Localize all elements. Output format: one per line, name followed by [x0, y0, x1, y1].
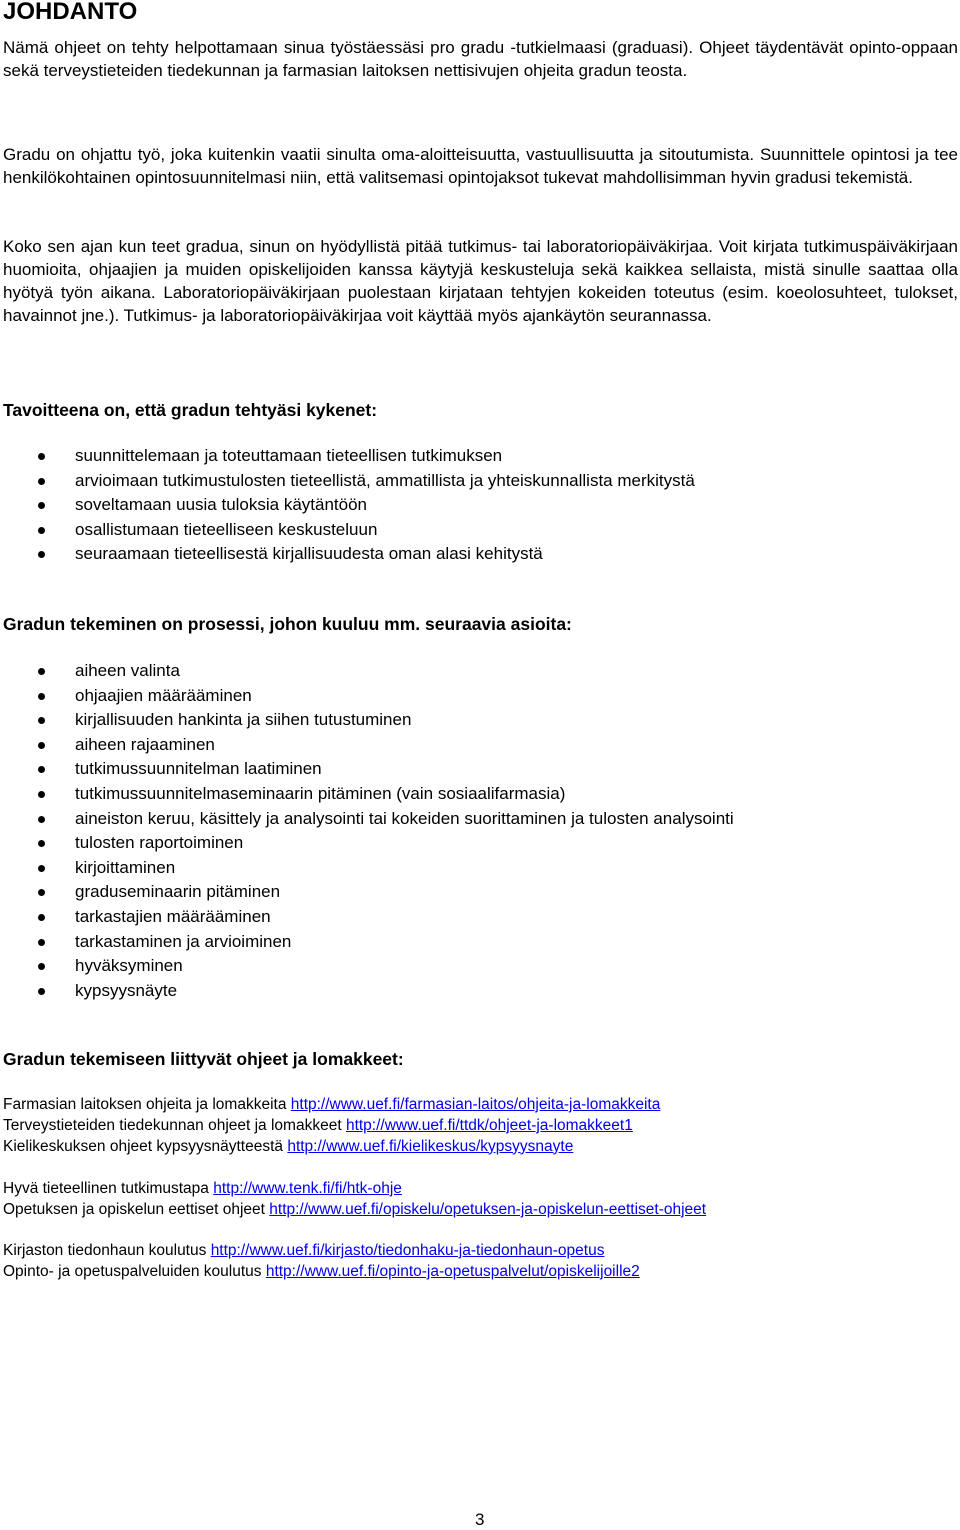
hyperlink[interactable]: http://www.uef.fi/ttdk/ohjeet-ja-lomakkeet1	[345, 1116, 633, 1134]
process-list	[0, 659, 734, 1003]
list-item-text: tarkastaminen ja arvioiminen	[75, 931, 292, 951]
bullet-icon	[38, 527, 45, 534]
hyperlink[interactable]: http://www.uef.fi/opiskelu/opetuksen-ja-opiskelun-eettiset-ohjeet	[269, 1200, 707, 1218]
list-item	[0, 542, 695, 567]
bullet-icon	[38, 963, 45, 970]
bullet-icon	[38, 914, 45, 921]
bullet-icon	[38, 668, 45, 675]
list-item-text: osallistumaan tieteelliseen keskusteluun	[75, 519, 378, 539]
goals-list	[0, 444, 695, 567]
list-item-text: aiheen rajaaminen	[75, 734, 215, 754]
list-item	[0, 733, 734, 758]
link-row	[3, 1095, 660, 1116]
link-row	[3, 1262, 640, 1283]
list-item	[0, 518, 695, 543]
bullet-icon	[38, 502, 45, 509]
list-item-text: seuraamaan tieteellisestä kirjallisuudesta oman alasi kehitystä	[75, 544, 543, 564]
list-item	[0, 831, 734, 856]
intro-paragraph-2: Gradu on ohjattu työ, joka kuitenkin vaatii sinulta oma-aloitteisuutta, vastuullisuutta ja sitoutumista. Suunnittele opintosi ja tee henkilökohtainen opintosuunnitelmasi niin, että valitsemasi opintojaksot tukevat mahdollisimman hyvin gradusi tekemistä.	[3, 145, 958, 187]
bullet-icon	[38, 791, 45, 798]
list-item	[0, 782, 734, 807]
link-label: Kirjaston tiedonhaun koulutus	[3, 1242, 207, 1259]
list-item	[0, 954, 734, 979]
list-item	[0, 757, 734, 782]
hyperlink[interactable]: http://www.uef.fi/opinto-ja-opetuspalvelut/opiskelijoille2	[265, 1262, 640, 1280]
bullet-icon	[38, 766, 45, 773]
intro-paragraph-1: Nämä ohjeet on tehty helpottamaan sinua työstäessäsi pro gradu -tutkielmaasi (graduasi). Ohjeet täydentävät opinto-oppaan sekä terveystieteiden tiedekunnan ja farmasian laitoksen nettisivujen ohjeita gradun teosta.	[3, 38, 958, 80]
bullet-icon	[38, 889, 45, 896]
link-row	[3, 1179, 706, 1200]
list-item	[0, 905, 734, 930]
list-item-text: tulosten raportoiminen	[75, 833, 244, 853]
list-item-text: soveltamaan uusia tuloksia käytäntöön	[75, 495, 368, 515]
link-label: Opetuksen ja opiskelun eettiset ohjeet	[3, 1200, 265, 1218]
hyperlink[interactable]: http://www.tenk.fi/fi/htk-ohje	[213, 1180, 402, 1197]
list-item	[0, 930, 734, 955]
bullet-icon	[38, 865, 45, 872]
list-item-text: tarkastajien määrääminen	[75, 906, 271, 926]
link-label: Opinto- ja opetuspalveluiden koulutus	[3, 1262, 262, 1280]
list-item	[0, 856, 734, 881]
bullet-icon	[38, 742, 45, 749]
links-group-ethics	[3, 1179, 706, 1221]
list-item-text: kirjoittaminen	[75, 857, 176, 877]
list-item-text: hyväksyminen	[75, 956, 183, 976]
list-item-text: aineiston keruu, käsittely ja analysointi tai kokeiden suorittaminen ja tulosten analysointi	[75, 808, 734, 828]
link-label: Hyvä tieteellinen tutkimustapa	[3, 1180, 209, 1197]
list-item-text: arvioimaan tutkimustulosten tieteellistä, ammatillista ja yhteiskunnallista merkitystä	[75, 470, 695, 490]
list-item	[0, 444, 695, 469]
list-item	[0, 807, 734, 832]
hyperlink[interactable]: http://www.uef.fi/farmasian-laitos/ohjeita-ja-lomakkeita	[290, 1096, 661, 1113]
list-item-text: graduseminaarin pitäminen	[75, 882, 281, 902]
page-title: JOHDANTO	[3, 0, 138, 25]
page-number: 3	[475, 1510, 485, 1529]
link-label: Terveystieteiden tiedekunnan ohjeet ja lomakkeet	[3, 1116, 342, 1134]
hyperlink[interactable]: http://www.uef.fi/kielikeskus/kypsyysnayte	[287, 1137, 574, 1155]
link-row	[3, 1241, 640, 1262]
list-item	[0, 659, 734, 684]
bullet-icon	[38, 816, 45, 823]
links-group-forms	[3, 1095, 660, 1157]
bullet-icon	[38, 551, 45, 558]
instructions-heading: Gradun tekemiseen liittyvät ohjeet ja lomakkeet:	[3, 1049, 404, 1069]
list-item-text: tutkimussuunnitelman laatiminen	[75, 759, 322, 779]
bullet-icon	[38, 939, 45, 946]
list-item	[0, 979, 734, 1004]
list-item-text: aiheen valinta	[75, 661, 180, 680]
hyperlink[interactable]: http://www.uef.fi/kirjasto/tiedonhaku-ja-tiedonhaun-opetus	[210, 1242, 605, 1259]
link-row	[3, 1137, 660, 1158]
list-item	[0, 684, 734, 709]
bullet-icon	[38, 717, 45, 724]
list-item-text: kypsyysnäyte	[75, 980, 178, 1000]
link-row	[3, 1200, 706, 1221]
bullet-icon	[38, 693, 45, 700]
list-item-text: suunnittelemaan ja toteuttamaan tieteellisen tutkimuksen	[75, 446, 503, 465]
link-row	[3, 1116, 660, 1137]
bullet-icon	[38, 453, 45, 460]
link-label: Farmasian laitoksen ohjeita ja lomakkeita	[3, 1096, 287, 1113]
list-item	[0, 493, 695, 518]
bullet-icon	[38, 988, 45, 995]
link-label: Kielikeskuksen ohjeet kypsyysnäytteestä	[3, 1137, 284, 1155]
process-heading: Gradun tekeminen on prosessi, johon kuuluu mm. seuraavia asioita:	[3, 614, 572, 634]
list-item	[0, 880, 734, 905]
list-item	[0, 469, 695, 494]
goals-heading: Tavoitteena on, että gradun tehtyäsi kykenet:	[3, 400, 378, 420]
intro-paragraph-3: Koko sen ajan kun teet gradua, sinun on hyödyllistä pitää tutkimus- tai laboratoriopäiväkirjaa. Voit kirjata tutkimuspäiväkirjaan huomioita, ohjaajien ja muiden opiskelijoiden kanssa käytyjä keskusteluja sekä kaikkea sellaista, mistä sinulle saattaa olla hyötyä työn aikana. Laboratoriopäiväkirjaan puolestaan kirjataan tehtyjen kokeiden toteutus (esim. koeolosuhteet, tulokset, havainnot jne.). Tutkimus- ja laboratoriopäiväkirjaa voit käyttää myös ajankäytön seurannassa.	[3, 237, 958, 325]
bullet-icon	[38, 478, 45, 485]
list-item-text: kirjallisuuden hankinta ja siihen tutustuminen	[75, 710, 412, 730]
links-group-training	[3, 1241, 640, 1283]
list-item-text: tutkimussuunnitelmaseminaarin pitäminen (vain sosiaalifarmasia)	[75, 783, 566, 803]
list-item	[0, 708, 734, 733]
list-item-text: ohjaajien määrääminen	[75, 685, 252, 705]
bullet-icon	[38, 840, 45, 847]
